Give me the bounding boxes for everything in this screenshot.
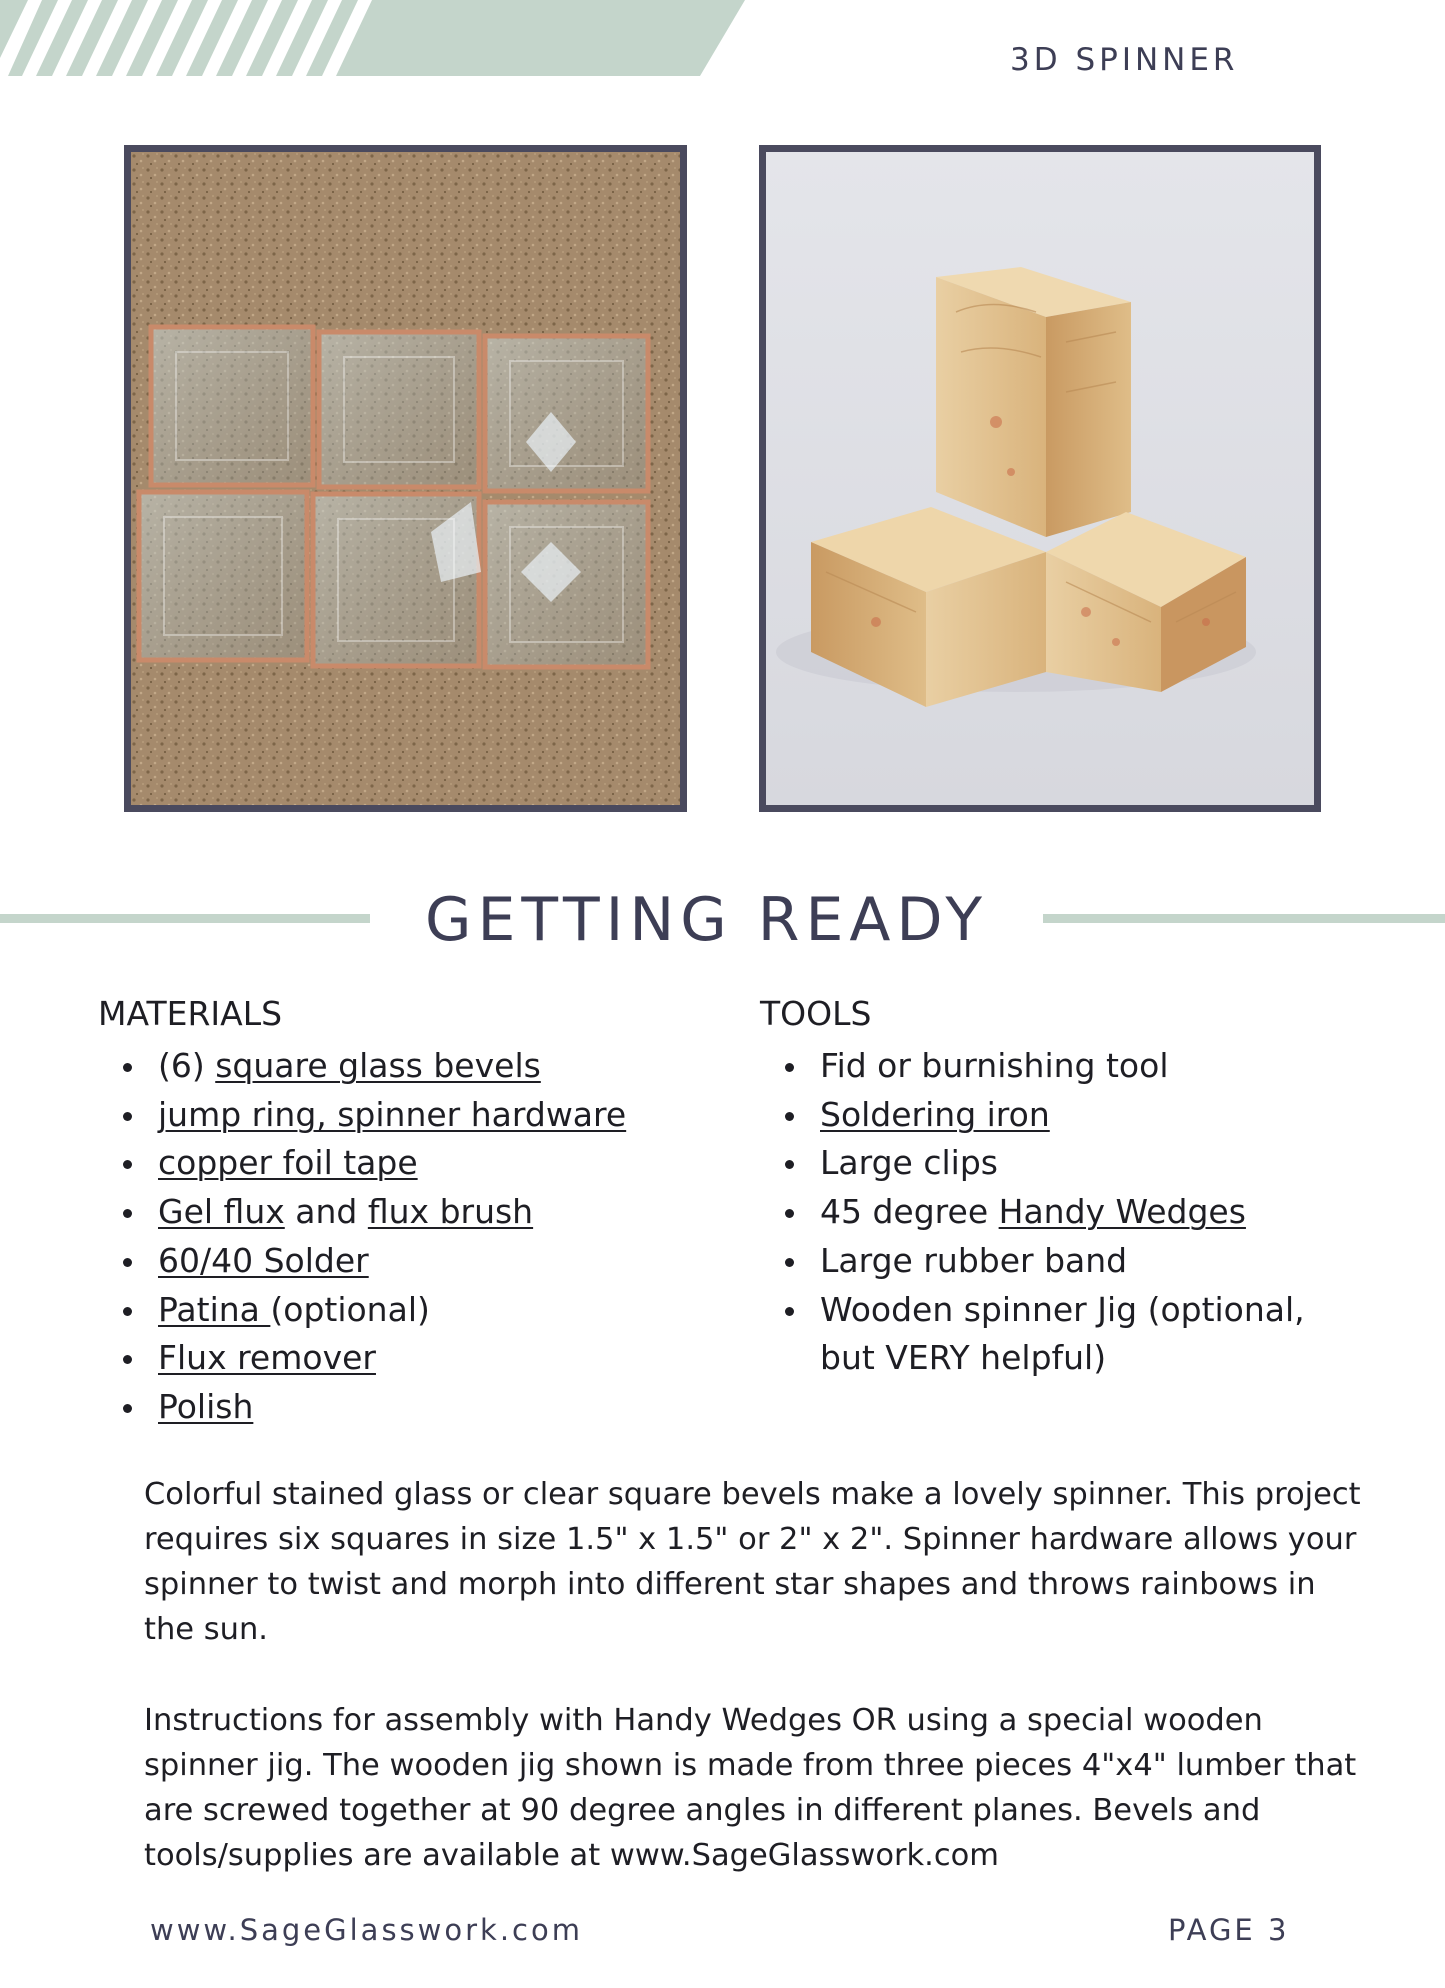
solder-link[interactable]: 60/40 Solder <box>158 1240 369 1280</box>
header-stripe-banner <box>0 0 745 76</box>
list-item <box>98 1091 738 1140</box>
spinner-hardware-link[interactable]: jump ring, spinner hardware <box>158 1094 627 1134</box>
square-glass-bevels-link[interactable]: square glass bevels <box>215 1046 541 1085</box>
list-item: Fid or burnishing tool <box>760 1042 1360 1091</box>
item-text: 45 degree <box>820 1192 999 1232</box>
item-text: and <box>284 1192 368 1232</box>
list-item <box>98 1237 738 1286</box>
materials-column <box>98 994 738 1432</box>
list-item <box>98 1286 738 1335</box>
document-title: 3D SPINNER <box>1010 42 1239 78</box>
handy-wedges-link[interactable]: Handy Wedges <box>998 1192 1246 1232</box>
materials-heading: MATERIALS <box>98 994 283 1033</box>
footer-website: www.SageGlasswork.com <box>150 1913 583 1947</box>
list-item <box>760 1188 1360 1237</box>
list-item <box>760 1091 1360 1140</box>
copper-foil-tape-link[interactable]: copper foil tape <box>158 1143 418 1183</box>
list-item <box>98 1334 738 1383</box>
section-title: GETTING READY <box>424 885 988 955</box>
list-item <box>98 1042 738 1091</box>
tools-list <box>760 1042 1360 1383</box>
wooden-jig-photo <box>759 145 1321 812</box>
gel-flux-link[interactable]: Gel flux <box>158 1192 285 1232</box>
patina-link[interactable]: Patina <box>158 1289 271 1329</box>
intro-paragraph: Colorful stained glass or clear square bevels make a lovely spinner. This project requires six squares in size 1.5" x 1.5" or 2" x 2". Spinner hardware allows your spinner to twist and morph into different star shapes and throws rainbows in the sun. <box>144 1477 1361 1647</box>
list-item <box>98 1139 738 1188</box>
page-number: PAGE 3 <box>1168 1913 1290 1947</box>
list-item <box>98 1383 738 1432</box>
section-divider-right <box>1043 914 1445 923</box>
materials-list <box>98 1042 738 1432</box>
polish-link[interactable]: Polish <box>158 1386 254 1426</box>
tools-heading: TOOLS <box>760 994 872 1033</box>
item-text: (optional) <box>270 1289 430 1329</box>
tools-column <box>760 994 1360 1383</box>
instructions-paragraph: Instructions for assembly with Handy Wedges OR using a special wooden spinner jig. The wooden jig shown is made from three pieces 4"x4" lumber that are screwed together at 90 degree angles in different planes. Bevels and tools/supplies are available at www.SageGlasswork.com <box>144 1703 1357 1873</box>
glass-bevels-photo <box>124 145 687 812</box>
soldering-iron-link[interactable]: Soldering iron <box>820 1094 1050 1134</box>
flux-remover-link[interactable]: Flux remover <box>158 1338 376 1378</box>
section-divider-left <box>0 914 370 923</box>
list-item: Large rubber band <box>760 1237 1360 1286</box>
list-item: Wooden spinner Jig (optional, but VERY helpful) <box>760 1286 1320 1383</box>
item-text: (6) <box>158 1046 216 1085</box>
flux-brush-link[interactable]: flux brush <box>367 1192 534 1232</box>
list-item: Large clips <box>760 1139 1360 1188</box>
list-item <box>98 1188 738 1237</box>
